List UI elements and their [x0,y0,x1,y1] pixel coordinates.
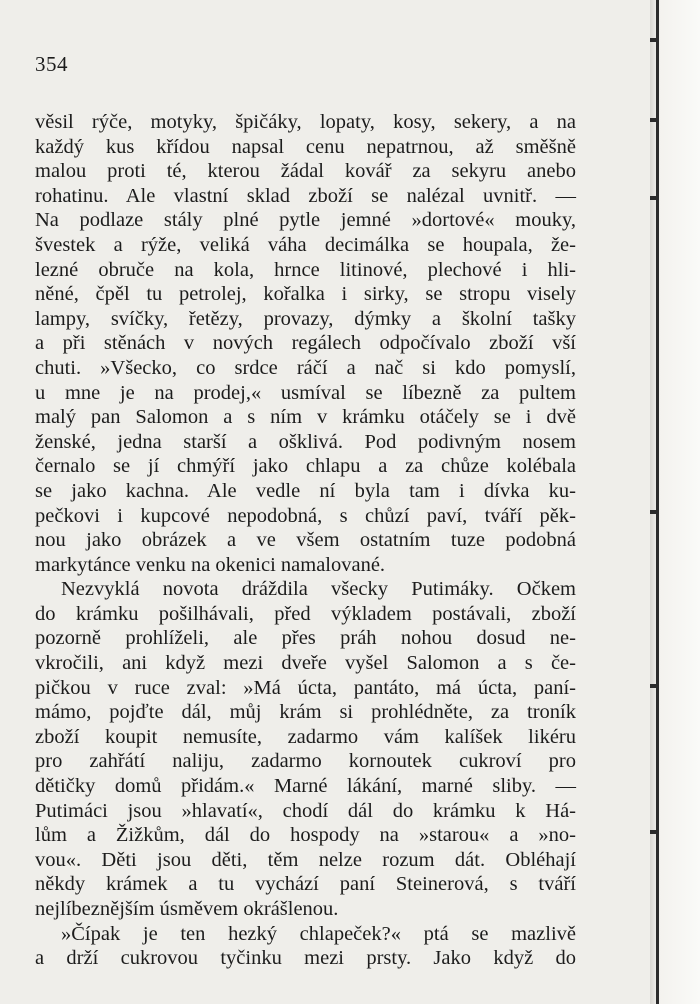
text-line: malou proti té, kterou žádal kovář za sekyru anebo [35,160,576,183]
binding-mark [650,510,659,514]
text-line: lampy, svíčky, řetězy, provazy, dýmky a školní tašky [35,307,576,330]
binding-mark [650,38,659,42]
text-line: ženské, jedna starší a ošklivá. Pod podivným nosem [35,430,576,453]
text-line: nou jako obrázek a ve všem ostatním tuze podobná [35,529,576,552]
text-line: a při stěnách v nových regálech odpočívalo zboží vší [35,332,576,355]
text-line: lezné obruče na kola, hrnce litinové, plechové i hli- [35,258,576,281]
text-line: něné, čpěl tu petrolej, kořalka i sirky, se stropu visely [35,283,576,306]
binding-mark [650,196,659,200]
page-number: 354 [35,52,68,76]
text-line: rohatinu. Ale vlastní sklad zboží se nalézal uvnitř. — [35,184,576,207]
text-line: mámo, pojďte dál, můj krám si prohlédněte, za troník [35,701,576,724]
text-line: nejlíbeznějším úsměvem okrášlenou. [35,898,339,920]
text-line: černalo se jí chmýří jako chlapu a za chůze kolébala [35,455,576,478]
text-line: pro zahřátí naliju, zadarmo kornoutek cukroví pro [35,750,576,773]
text-line: Nezvyklá novota dráždila všecky Putimáky. Očkem [61,578,576,601]
text-line: se jako kachna. Ale vedle ní byla tam i dívka ku- [35,479,576,502]
text-line: někdy krámek a tu vychází paní Steinerová, s tváří [35,873,576,896]
text-line: švestek a rýže, veliká váha decimálka se houpala, že- [35,233,576,256]
body-text [35,110,576,971]
text-line: vou«. Děti jsou děti, těm nelze rozum dát. Obléhají [35,848,576,871]
text-line: Na podlaze stály plné pytle jemné »dortové« mouky, [35,209,576,232]
binding-mark [650,118,659,122]
binding-mark [650,830,659,834]
text-line: u mne je na prodej,« usmíval se líbezně za pultem [35,381,576,404]
text-line: pičkou v ruce zval: »Má úcta, pantáto, má úcta, paní- [35,676,576,699]
text-line: pozorně prohlíželi, ale přes práh nohou dosud ne- [35,627,576,650]
text-line: každý kus křídou napsal cenu nepatrnou, až směšně [35,135,576,158]
text-line: chuti. »Všecko, co srdce ráčí a nač si kdo pomyslí, [35,356,576,379]
text-line: malý pan Salomon a s ním v krámku otáčely se i dvě [35,406,576,429]
text-line: zboží koupit nemusíte, zadarmo vám kalíšek likéru [35,725,576,748]
text-line: věsil rýče, motyky, špičáky, lopaty, kosy, sekery, a na [35,111,576,133]
text-line: dětičky domů přidám.« Marné lákání, marné sliby. — [35,775,576,798]
text-line: a drží cukrovou tyčinku mezi prsty. Jako když do [35,947,576,970]
text-line: pečkovi i kupcové nepodobná, s chůzí paví, tváří pěk- [35,504,576,527]
text-line: vkročili, ani když mezi dveře vyšel Salomon a s če- [35,652,576,675]
text-line: do krámku pošilhávali, před výkladem postávali, zboží [35,602,576,625]
binding-edge [656,0,659,1004]
text-line: »Čípak je ten hezký chlapeček?« ptá se mazlivě [61,922,576,945]
binding-mark [650,684,659,688]
text-line: markytánce venku na okenici namalované. [35,553,386,576]
text-line: Putimáci jsou »hlavatí«, chodí dál do krámku k Há- [35,799,576,822]
text-line: lům a Žižkům, dál do hospody na »starou« a »no- [35,824,576,847]
